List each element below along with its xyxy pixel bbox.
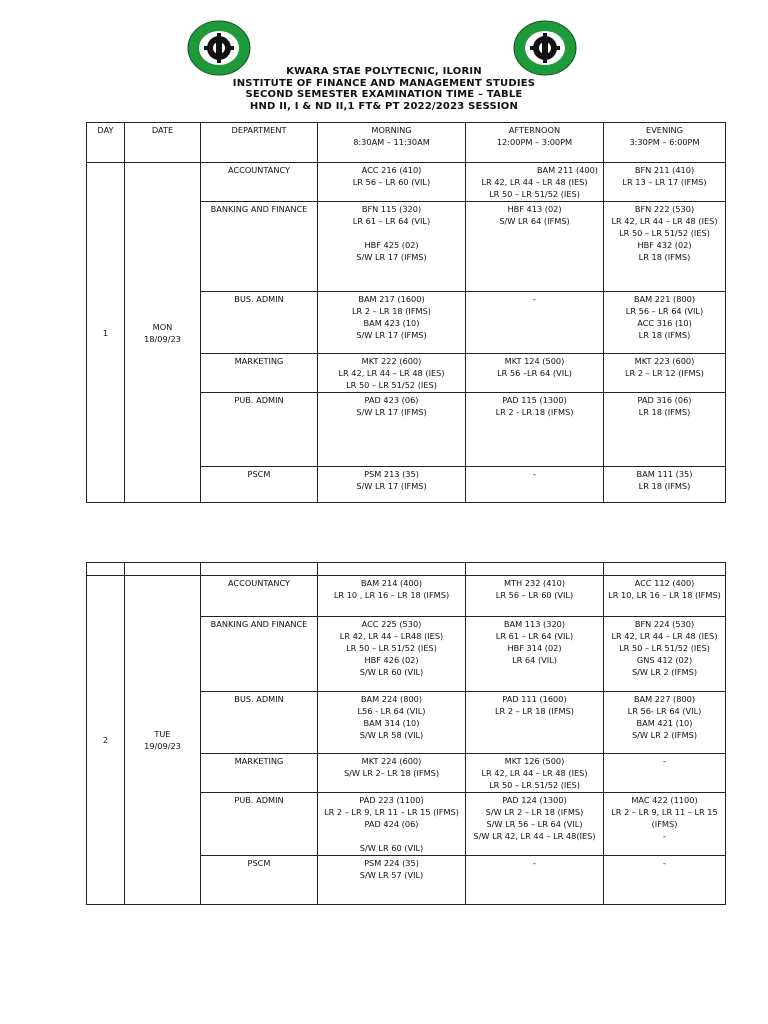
department-cell: PSCM [201,856,318,905]
department-cell: PUB. ADMIN [201,393,318,467]
department-cell: PUB. ADMIN [201,793,318,856]
col-date: DATE [125,123,201,163]
afternoon-cell: PAD 111 (1600) LR 2 – LR 18 (IFMS) [466,692,604,754]
department-cell: MARKETING [201,754,318,793]
department-cell: MARKETING [201,354,318,393]
institute-name: INSTITUTE OF FINANCE AND MANAGEMENT STUDIES [232,77,536,89]
col-department: DEPARTMENT [201,123,318,163]
morning-cell: BAM 214 (400) LR 10 , LR 16 – LR 18 (IFMS) [318,576,466,617]
afternoon-cell: BAM 211 (400) LR 42, LR 44 – LR 48 (IES) LR 50 – LR 51/52 (IES) [466,163,604,202]
evening-cell: BAM 111 (35) LR 18 (IFMS) [604,467,726,503]
table-row [87,163,726,202]
morning-cell: PSM 224 (35) S/W LR 57 (VIL) [318,856,466,905]
afternoon-cell: - [466,467,604,503]
institution-name: KWARA STAE POLYTECNIC, ILORIN [286,66,482,77]
department-cell: ACCOUNTANCY [201,163,318,202]
morning-cell: MKT 224 (600) S/W LR 2– LR 18 (IFMS) [318,754,466,793]
timetable-title: SECOND SEMESTER EXAMINATION TIME – TABLE [245,89,523,100]
morning-cell: BFN 115 (320) LR 61 – LR 64 (VIL) HBF 425 (02) S/W LR 17 (IFMS) [318,202,466,292]
afternoon-cell: BAM 113 (320) LR 61 – LR 64 (VIL) HBF 314 (02) LR 64 (VIL) [466,617,604,692]
day-number: 2 [87,576,125,905]
morning-cell: MKT 222 (600) LR 42, LR 44 – LR 48 (IES) LR 50 – LR 51/52 (IES) [318,354,466,393]
afternoon-cell: MKT 126 (500) LR 42, LR 44 – LR 48 (IES) LR 50 – LR 51/52 (IES) [466,754,604,793]
timetable-day1 [86,122,726,503]
blank-header-row [87,563,726,576]
department-cell: BANKING AND FINANCE [201,202,318,292]
afternoon-cell: HBF 413 (02) S/W LR 64 (IFMS) [466,202,604,292]
header-row [87,123,726,163]
evening-cell: BFN 222 (530) LR 42, LR 44 – LR 48 (IES) LR 50 – LR 51/52 (IES) HBF 432 (02) LR 18 (IFMS) [604,202,726,292]
session-title: HND II, I & ND II,1 FT& PT 2022/2023 SESSION [249,100,519,112]
day-date: MON 18/09/23 [125,163,201,503]
morning-cell: BAM 224 (800) L56 - LR 64 (VIL) BAM 314 (10) S/W LR 58 (VIL) [318,692,466,754]
evening-cell: ACC 112 (400) LR 10, LR 16 – LR 18 (IFMS) [604,576,726,617]
evening-cell: - [604,856,726,905]
document-header [0,66,768,112]
col-morning: MORNING 8:30AM – 11:30AM [318,123,466,163]
department-cell: BANKING AND FINANCE [201,617,318,692]
department-cell: ACCOUNTANCY [201,576,318,617]
table-row [87,576,726,617]
department-cell: BUS. ADMIN [201,692,318,754]
department-cell: PSCM [201,467,318,503]
evening-cell: MAC 422 (1100) LR 2 – LR 9, LR 11 – LR 15 (IFMS) - [604,793,726,856]
evening-cell: - [604,754,726,793]
evening-cell: MKT 223 (600) LR 2 – LR 12 (IFMS) [604,354,726,393]
department-cell: BUS. ADMIN [201,292,318,354]
evening-cell: BFN 211 (410) LR 13 – LR 17 (IFMS) [604,163,726,202]
day-number: 1 [87,163,125,503]
morning-cell: ACC 216 (410) LR 56 – LR 60 (VIL) [318,163,466,202]
afternoon-cell: MTH 232 (410) LR 56 – LR 60 (VIL) [466,576,604,617]
evening-cell: PAD 316 (06) LR 18 (IFMS) [604,393,726,467]
morning-cell: BAM 217 (1600) LR 2 – LR 18 (IFMS) BAM 423 (10) S/W LR 17 (IFMS) [318,292,466,354]
afternoon-cell: - [466,856,604,905]
afternoon-cell: - [466,292,604,354]
afternoon-cell: MKT 124 (500) LR 56 –LR 64 (VIL) [466,354,604,393]
evening-cell: BAM 227 (800) LR 56- LR 64 (VIL) BAM 421 (10) S/W LR 2 (IFMS) [604,692,726,754]
morning-cell: PSM 213 (35) S/W LR 17 (IFMS) [318,467,466,503]
col-afternoon: AFTERNOON 12:00PM – 3:00PM [466,123,604,163]
morning-cell: PAD 223 (1100) LR 2 – LR 9, LR 11 – LR 15 (IFMS) PAD 424 (06) S/W LR 60 (VIL) [318,793,466,856]
col-evening: EVENING 3:30PM – 6:00PM [604,123,726,163]
afternoon-cell: PAD 115 (1300) LR 2 - LR 18 (IFMS) [466,393,604,467]
evening-cell: BAM 221 (800) LR 56 – LR 64 (VIL) ACC 316 (10) LR 18 (IFMS) [604,292,726,354]
day-date: TUE 19/09/23 [125,576,201,905]
timetable-day2 [86,562,726,905]
evening-cell: BFN 224 (530) LR 42, LR 44 – LR 48 (IES) LR 50 – LR 51/52 (IES) GNS 412 (02) S/W LR 2 (IFMS) [604,617,726,692]
col-day: DAY [87,123,125,163]
morning-cell: ACC 225 (530) LR 42, LR 44 – LR48 (IES) LR 50 – LR 51/52 (IES) HBF 426 (02) S/W LR 60 (VIL) [318,617,466,692]
afternoon-cell: PAD 124 (1300) S/W LR 2 – LR 18 (IFMS) S/W LR 56 – LR 64 (VIL) S/W LR 42, LR 44 – LR 48(IES) [466,793,604,856]
morning-cell: PAD 423 (06) S/W LR 17 (IFMS) [318,393,466,467]
